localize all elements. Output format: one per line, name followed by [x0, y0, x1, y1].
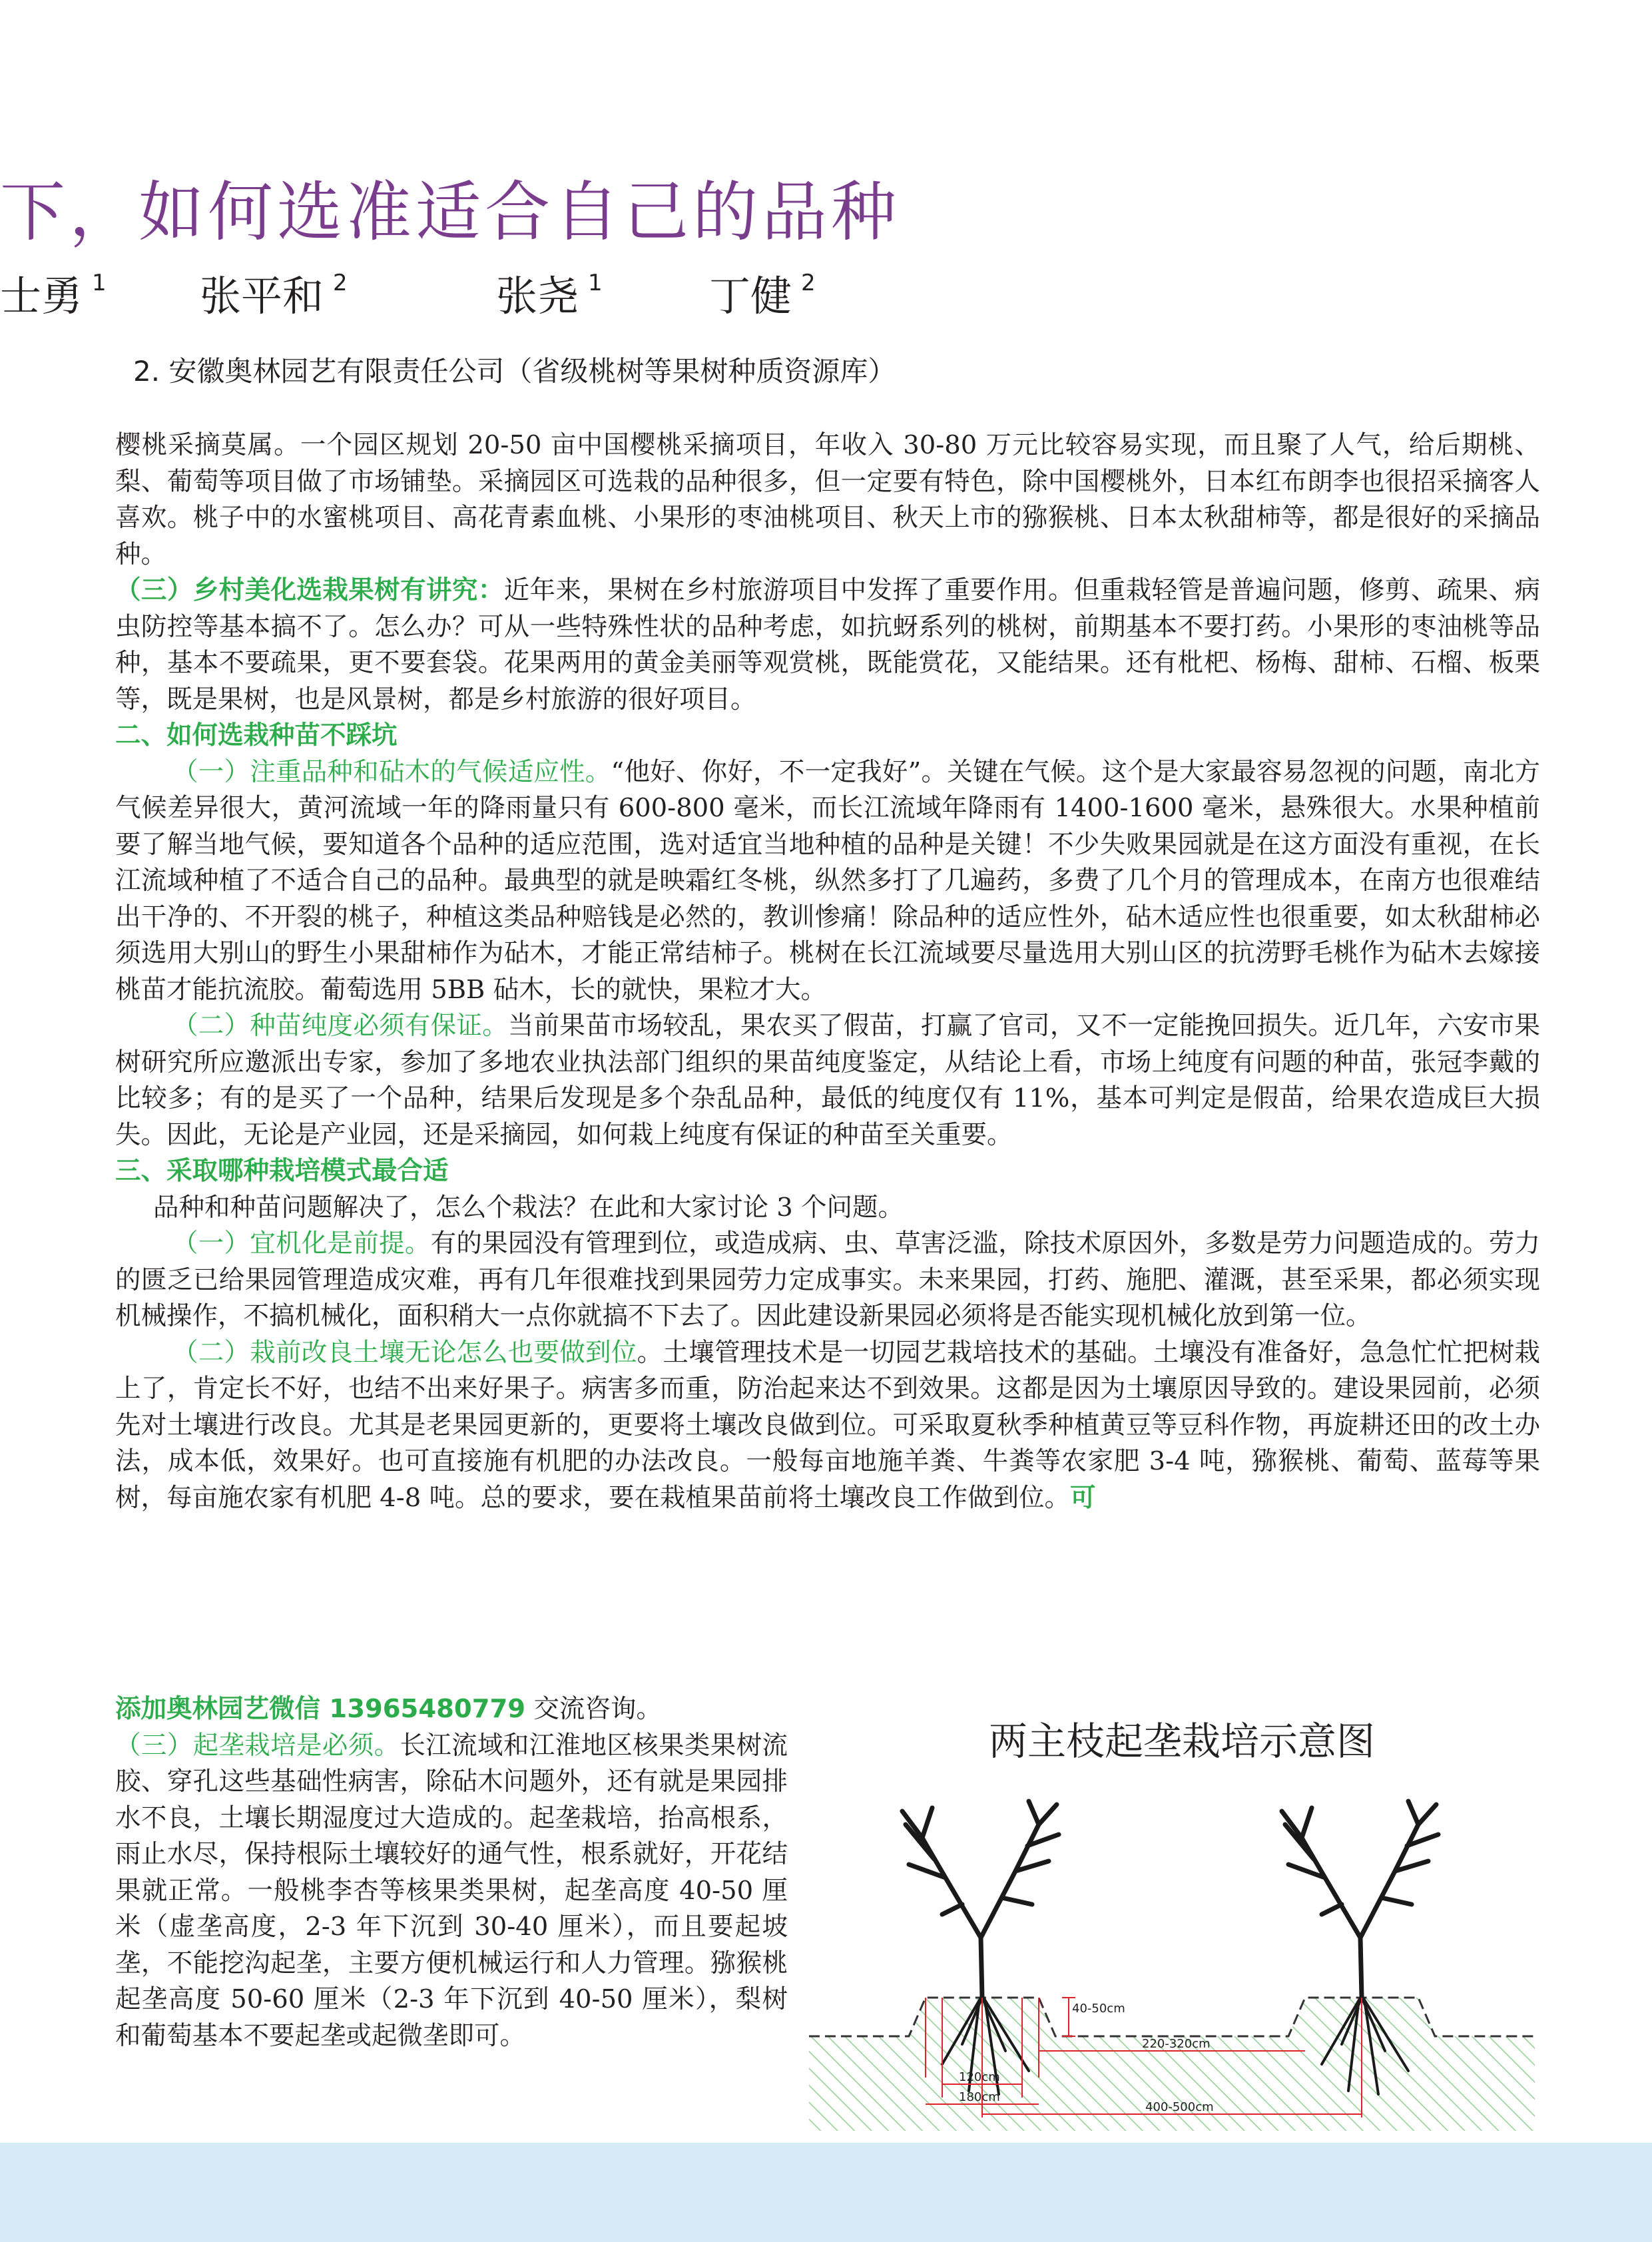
article-title: 下，如何选准适合自己的品种: [0, 174, 901, 250]
section-heading: 三、采取哪种栽培模式最合适: [115, 1156, 449, 1186]
paragraph: （二）种苗纯度必须有保证。当前果苗市场较乱，果农买了假苗，打赢了官司，又不一定能挽回损失。近几年，六安市果树研究所应邀派出专家，参加了多地农业执法部门组织的果苗纯度鉴定，从结论上看，市场上纯度有问题的种苗，张冠李戴的比较多；有的是买了一个品种，结果后发现是多个杂乱品种，最低的纯度仅有 11%，基本可判定是假苗，给果农造成巨大损失。因此，无论是产业园，还是采摘园，如何栽上纯度有保证的种苗至关重要。: [115, 1011, 1540, 1150]
contact-line: 添加奥林园艺微信 13965480779 交流咨询。: [115, 1694, 662, 1724]
ridge-cultivation-diagram: [809, 1798, 1535, 2144]
subsection-heading: （二）栽前改良土壤无论怎么也要做到位: [172, 1337, 637, 1368]
author: 士勇 $^1$: [0, 270, 107, 320]
subsection-heading: （一）宜机化是前提。: [172, 1229, 431, 1259]
paragraph: 樱桃采摘莫属。一个园区规划 20-50 亩中国樱桃采摘项目，年收入 30-80 万元比较容易实现，而且聚了人气，给后期桃、梨、葡萄等项目做了市场铺垫。采摘园区可选栽的品种很多，但一定要有特色，除中国樱桃外，日本红布朗李也很招采摘客人喜欢。桃子中的水蜜桃项目、高花青素血桃、小果形的枣油桃项目、秋天上市的猕猴桃、日本太秋甜柿等，都是很好的采摘品种。: [115, 430, 1540, 569]
subsection-heading: （三）起垄栽培是必须。: [115, 1730, 400, 1761]
height-label: 40-50cm: [1072, 2002, 1125, 2016]
spacing-label: 220-320cm: [1142, 2037, 1211, 2051]
paragraph: （三）乡村美化选栽果树有讲究：近年来，果树在乡村旅游项目中发挥了重要作用。但重栽轻管是普遍问题，修剪、疏果、病虫防控等基本搞不了。怎么办？可从一些特殊性状的品种考虑，如抗蚜系列的桃树，前期基本不要打药。小果形的枣油桃等品种，基本不要疏果，更不要套袋。花果两用的黄金美丽等观赏桃，既能赏花，又能结果。还有枇杷、杨梅、甜柿、石榴、板栗等，既是果树，也是风景树，都是乡村旅游的很好项目。: [115, 575, 1540, 714]
left-column: [115, 1691, 788, 2054]
author: 张尧 $^1$: [496, 270, 603, 320]
paragraph: （二）栽前改良土壤无论怎么也要做到位。土壤管理技术是一切园艺栽培技术的基础。土壤没有准备好，急急忙忙把树栽上了，肯定长不好，也结不出来好果子。病害多而重，防治起来达不到效果。这都是因为土壤原因导致的。建设果园前，必须先对土壤进行改良。尤其是老果园更新的，更要将土壤改良做到位。可采取夏秋季种植黄豆等豆科作物，再旋耕还田的改土办法，成本低，效果好。也可直接施有机肥的办法改良。一般每亩地施羊粪、牛粪等农家肥 3-4 吨，猕猴桃、葡萄、蓝莓等果树，每亩施农家有机肥 4-8 吨。总的要求，要在栽植果苗前将土壤改良工作做到位。可: [115, 1337, 1540, 1513]
section-heading: 二、如何选栽种苗不踩坑: [115, 720, 398, 750]
paragraph: 品种和种苗问题解决了，怎么个栽法？在此和大家讨论 3 个问题。: [153, 1192, 904, 1223]
diagram-title: 两主枝起垄栽培示意图: [989, 1719, 1376, 1764]
paragraph: （一）宜机化是前提。有的果园没有管理到位，或造成病、虫、草害泛滥，除技术原因外，多数是劳力问题造成的。劳力的匮乏已给果园管理造成灾难，再有几年很难找到果园劳力定成事实。未来果园，打药、施肥、灌溉，甚至采果，都必须实现机械操作，不搞机械化，面积稍大一点你就搞不下去了。因此建设新果园必须将是否能实现机械化放到第一位。: [115, 1229, 1540, 1331]
width-180-label: 180cm: [959, 2090, 1000, 2104]
width-120-label: 120cm: [959, 2070, 1000, 2084]
subsection-heading: （二）种苗纯度必须有保证。: [172, 1011, 508, 1041]
footer-band: [0, 2143, 1652, 2242]
article-body: [115, 427, 1540, 1516]
paragraph: （三）起垄栽培是必须。长江流域和江淮地区核果类果树流胶、穿孔这些基础性病害，除砧木问题外，还有就是果园排水不良，土壤长期湿度过大造成的。起垄栽培，抬高根系，雨止水尽，保持根际土壤较好的通气性，根系就好，开花结果就正常。一般桃李杏等核果类果树，起垄高度 40-50 厘米（虚垄高度，2-3 年下沉到 30-40 厘米），而且要起坡垄，不能挖沟起垄，主要方便机械运行和人力管理。猕猴桃起垄高度 50-60 厘米（2-3 年下沉到 40-50 厘米），梨树和葡萄基本不要起垄或起微垄即可。: [115, 1730, 788, 2051]
affiliation: 2. 安徽奥林园艺有限责任公司（省级桃树等果树种质资源库）: [133, 355, 896, 388]
author: 张平和 $^2$: [200, 270, 348, 320]
paragraph: （一）注重品种和砧木的气候适应性。“他好、你好，不一定我好”。关键在气候。这个是大家最容易忽视的问题，南北方气候差异很大，黄河流域一年的降雨量只有 600-800 毫米，而长江流域年降雨有 1400-1600 毫米，悬殊很大。水果种植前要了解当地气候，要知道各个品种的适应范围，选对适宜当地种植的品种是关键！不少失败果园就是在这方面没有重视，在长江流域种植了不适合自己的品种。最典型的就是映霜红冬桃，纵然多打了几遍药，多费了几个月的管理成本，在南方也很难结出干净的、不开裂的桃子，种植这类品种赔钱是必然的，教训惨痛！除品种的适应性外，砧木适应性也很重要，如太秋甜柿必须选用大别山的野生小果甜柿作为砧木，才能正常结柿子。桃树在长江流域要尽量选用大别山区的抗涝野毛桃作为砧木去嫁接桃苗才能抗流胶。葡萄选用 5BB 砧木，长的就快，果粒才大。: [115, 756, 1540, 1005]
subsection-heading: （三）乡村美化选栽果树有讲究：: [115, 575, 504, 605]
subsection-heading: （一）注重品种和砧木的气候适应性。: [172, 756, 611, 787]
row-spacing-label: 400-500cm: [1145, 2100, 1214, 2114]
author: 丁健 $^2$: [709, 270, 816, 320]
wechat-contact: 添加奥林园艺微信 13965480779: [115, 1694, 526, 1724]
